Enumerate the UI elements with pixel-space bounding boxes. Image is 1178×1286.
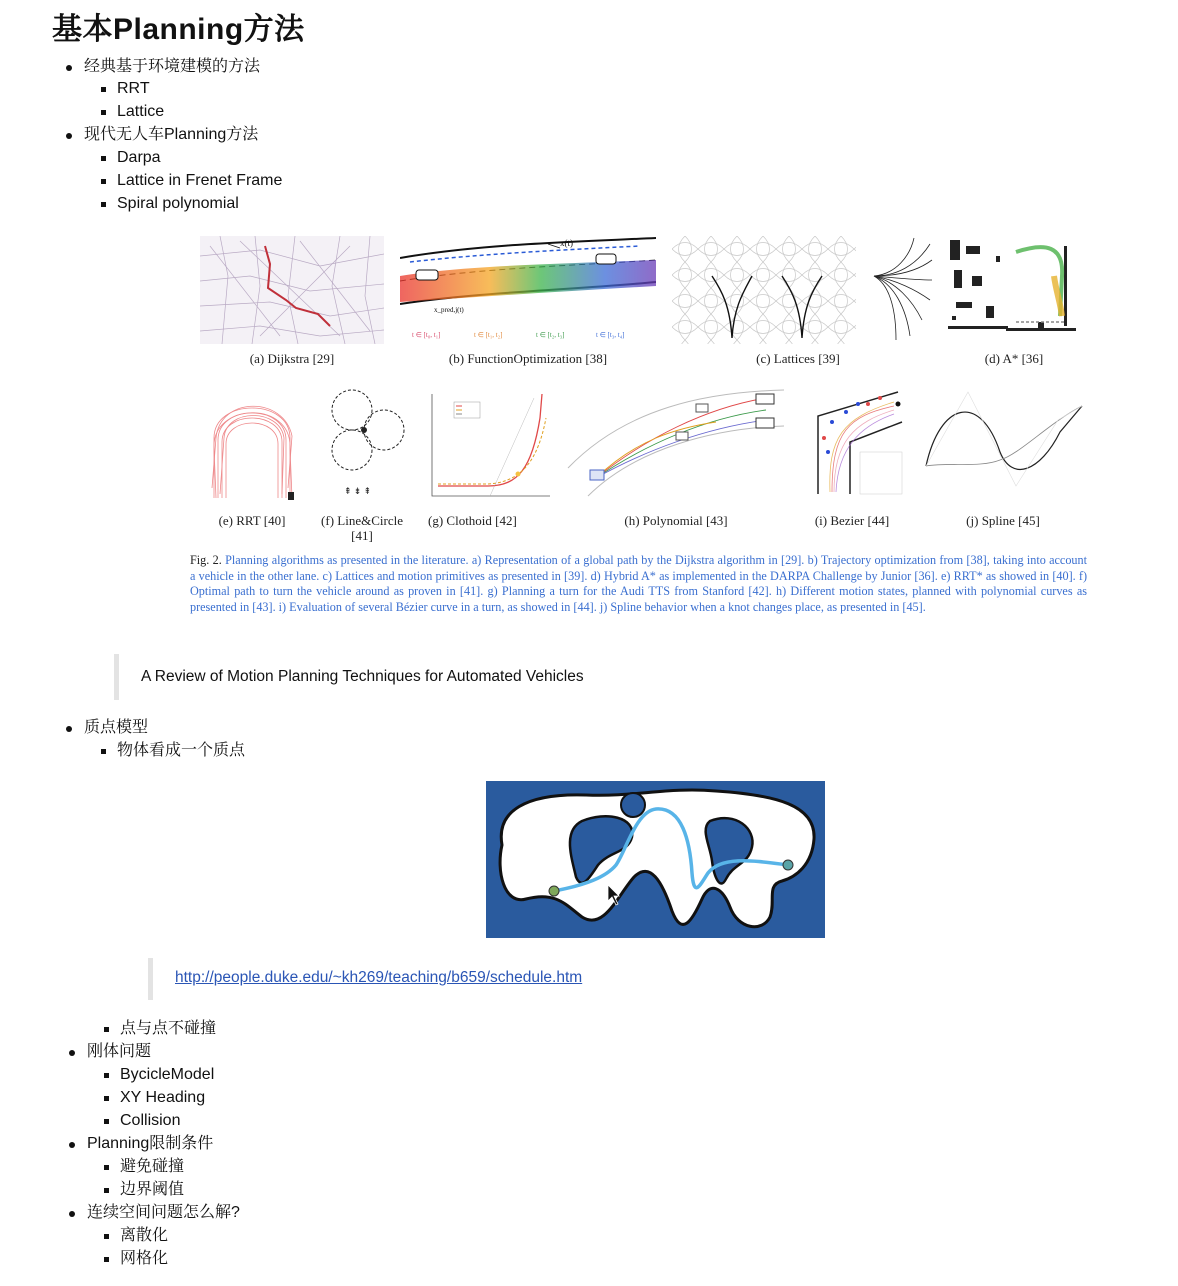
list-item: 连续空间问题怎么解?	[87, 1204, 240, 1221]
list-item: 现代无人车Planning方法	[84, 126, 259, 143]
b-label-t2: t ∈ [t₂, t₃]	[536, 331, 565, 339]
list-item: 离散化	[120, 1227, 169, 1244]
list-item: BycicleModel	[120, 1066, 215, 1083]
line-circle-figure	[326, 388, 408, 502]
caption-b: (b) FunctionOptimization [38]	[448, 351, 608, 366]
b-label-x: x(t)	[560, 238, 573, 248]
caption-c: (c) Lattices [39]	[756, 351, 840, 366]
figure-text: Planning algorithms as presented in the literature. a) Representation of a global path by the Dijkstra algorithm in [29]. b) Trajectory optimization from [38], taking into account a vehicle in the other lane. c) Lattices and motion primitives as presented in [39]. d) Hybrid A* as implemented in the DARPA Challenge by Junior [36]. e) RRT* as showed in [40]. f) Optimal path to turn the vehicle around as proven in [41]. g) Planning a turn for the Audi TTS from Stanford [42]. h) Different motion states, planned with polynomial curves as presented in [43]. i) Evaluation of several Bézier curve in a turn, as showed in [44]. j) Spline behavior when a knot changes place, as presented in [45].	[190, 553, 1087, 614]
caption-g: (g) Clothoid [42]	[428, 513, 517, 528]
list-item: 经典基于环境建模的方法	[84, 58, 261, 75]
list-item: 网格化	[120, 1250, 169, 1267]
configuration-space-image	[486, 781, 825, 938]
function-optimization-figure	[400, 236, 656, 344]
clothoid-figure	[428, 388, 552, 502]
figure-caption	[190, 553, 1087, 615]
caption-f: (f) Line&Circle	[321, 513, 403, 528]
quote-block	[114, 654, 719, 700]
list-item: Spiral polynomial	[117, 195, 239, 212]
caption-i: (i) Bezier [44]	[814, 513, 890, 528]
list-item: 点与点不碰撞	[120, 1020, 217, 1037]
list-item: Darpa	[117, 149, 161, 166]
lattices-figure	[672, 236, 856, 344]
list-item: Lattice	[117, 103, 165, 120]
caption-d: (d) A* [36]	[984, 351, 1044, 366]
polynomial-figure	[566, 388, 786, 502]
caption-j: (j) Spline [45]	[966, 513, 1040, 528]
list-item: 避免碰撞	[120, 1158, 185, 1175]
b-label-t1: t ∈ [t₁, t₂]	[474, 331, 503, 339]
motion-primitives-figure	[866, 236, 936, 344]
list-item: Lattice in Frenet Frame	[117, 172, 283, 189]
dijkstra-figure	[200, 236, 384, 344]
spline-figure	[920, 382, 1086, 502]
list-item: Collision	[120, 1112, 181, 1129]
svg-text:⇞ ⇟ ⇞: ⇞ ⇟ ⇞	[344, 486, 372, 496]
figure-label: Fig. 2.	[190, 553, 222, 567]
caption-f-ref: [41]	[351, 528, 373, 543]
list-item: Planning限制条件	[87, 1135, 214, 1152]
paper-title: A Review of Motion Planning Techniques for Automated Vehicles	[141, 668, 584, 685]
list-item: XY Heading	[120, 1089, 206, 1106]
b-label-xpred: x_pred,j(t)	[434, 306, 464, 314]
list-item: 质点模型	[84, 719, 149, 736]
rrt-figure	[204, 388, 300, 502]
list-item: 边界阈值	[120, 1181, 185, 1198]
reference-link[interactable]	[175, 969, 582, 987]
link-quote-block	[148, 958, 673, 1000]
list-item: 物体看成一个质点	[117, 742, 246, 759]
caption-e: (e) RRT [40]	[218, 513, 286, 528]
b-label-t0: t ∈ [t₀, t₁]	[412, 331, 441, 339]
caption-a: (a) Dijkstra [29]	[249, 351, 335, 366]
reference-link-text[interactable]: http://people.duke.edu/~kh269/teaching/b659/schedule.htm	[175, 969, 583, 986]
caption-h: (h) Polynomial [43]	[624, 513, 728, 528]
bezier-figure	[798, 382, 906, 502]
hybrid-astar-figure	[946, 236, 1082, 344]
b-label-t3: t ∈ [t₃, t₄]	[596, 331, 625, 339]
page-title: 基本Planning方法	[52, 13, 305, 46]
list-item: 刚体问题	[87, 1043, 152, 1060]
list-item: RRT	[117, 80, 150, 97]
